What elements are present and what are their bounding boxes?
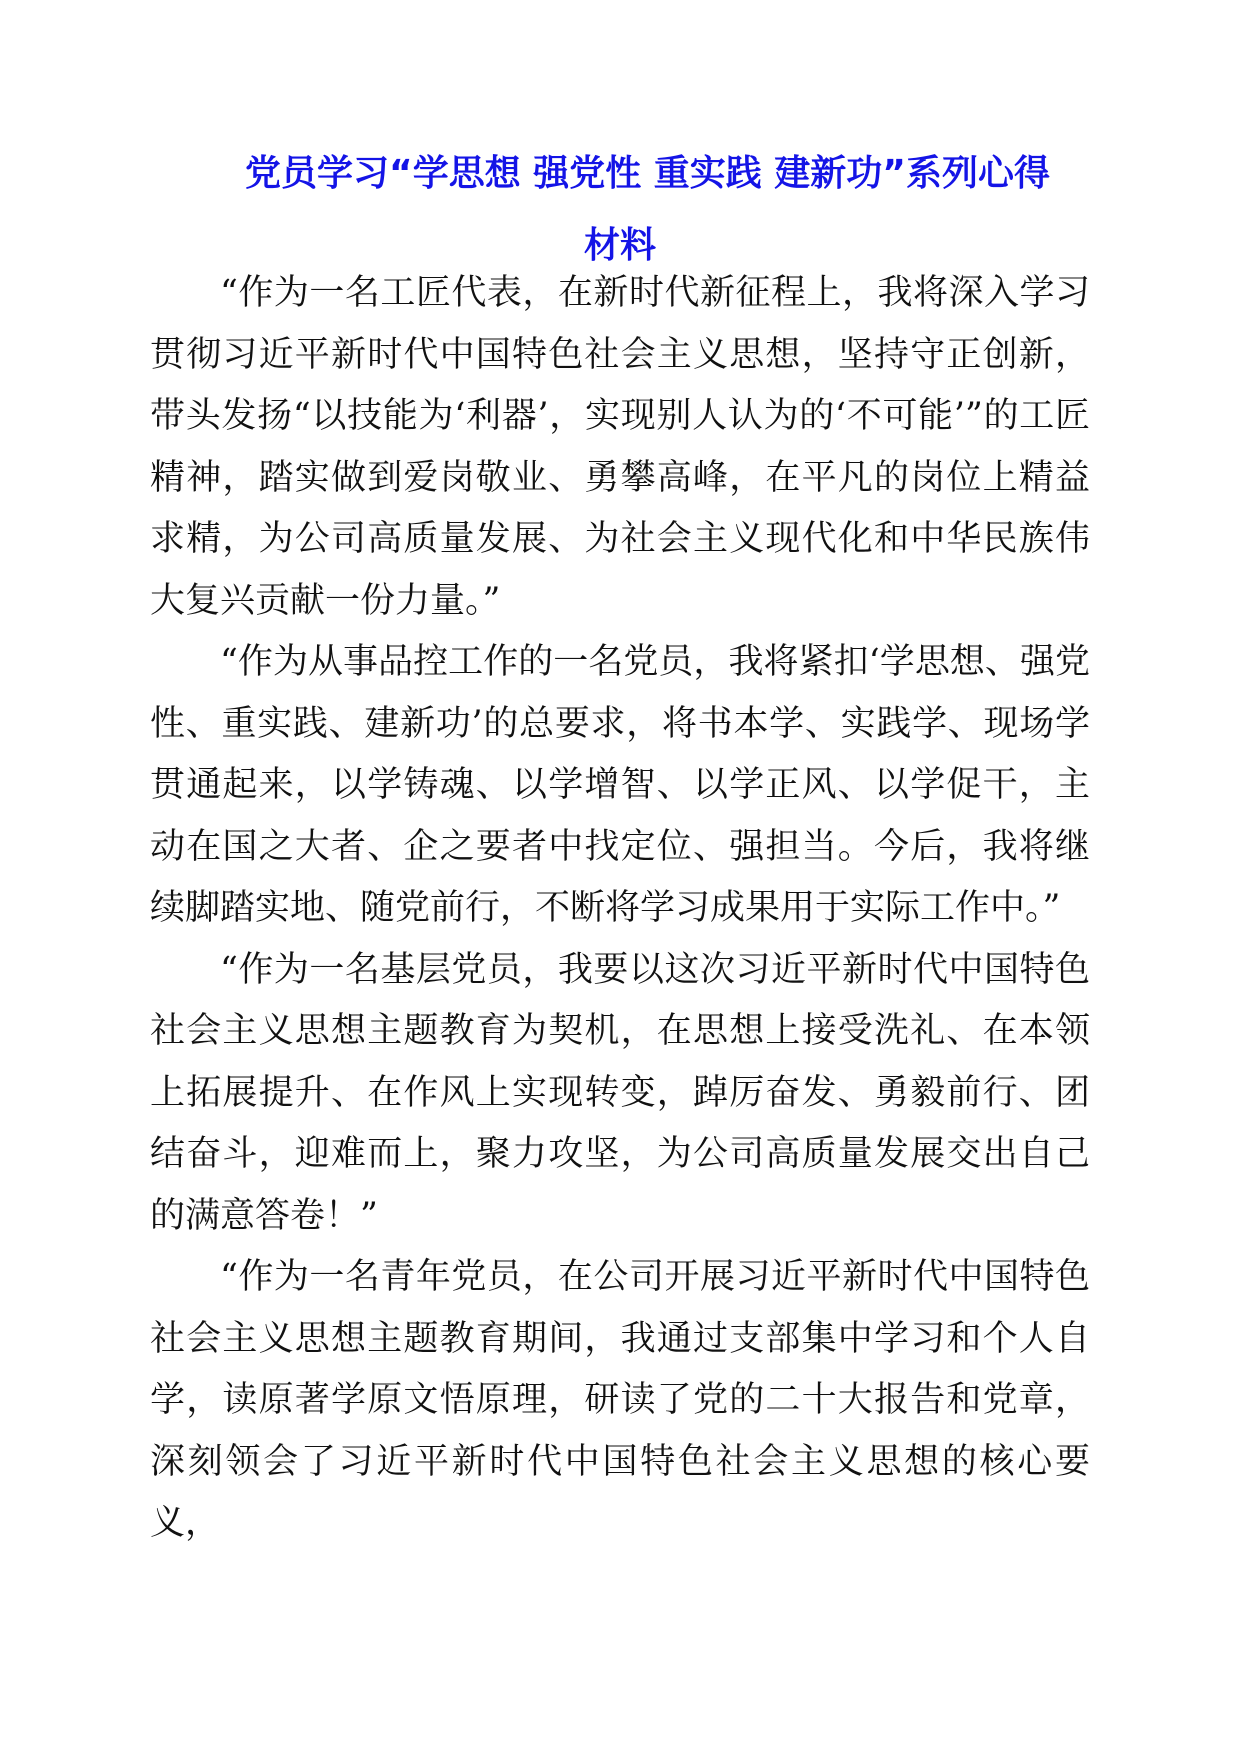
document-title-line-1: 党员学习“学思想 强党性 重实践 建新功”系列心得 [245, 153, 1050, 194]
paragraph-4: “作为一名青年党员，在公司开展习近平新时代中国特色社会主义思想主题教育期间，我通过支部集中学习和个人自学，读原著学原文悟原理，研读了党的二十大报告和党章，深刻领会了习近平新时代中国特色社会主义思想的核心要义， [150, 1257, 1090, 1543]
paragraph-2: “作为从事品控工作的一名党员，我将紧扣‘学思想、强党性、重实践、建新功’的总要求，将书本学、实践学、现场学贯通起来，以学铸魂、以学增智、以学正风、以学促干，主动在国之大者、企之要者中找定位、强担当。今后，我将继续脚踏实地、随党前行，不断将学习成果用于实际工作中。” [150, 642, 1090, 928]
document-body [150, 263, 1090, 1555]
paragraph-3: “作为一名基层党员，我要以这次习近平新时代中国特色社会主义思想主题教育为契机，在思想上接受洗礼、在本领上拓展提升、在作风上实现转变，踔厉奋发、勇毅前行、团结奋斗，迎难而上，聚力攻坚，为公司高质量发展交出自己的满意答卷！” [150, 949, 1090, 1236]
document-title-line-2: 材料 [583, 225, 656, 266]
paragraph-1: “作为一名工匠代表，在新时代新征程上，我将深入学习贯彻习近平新时代中国特色社会主义思想，坚持守正创新，带头发扬“以技能为‘利器’，实现别人认为的‘不可能’”的工匠精神，踏实做到爱岗敬业、勇攀高峰，在平凡的岗位上精益求精，为公司高质量发展、为社会主义现代化和中华民族伟大复兴贡献一份力量。” [150, 273, 1090, 621]
